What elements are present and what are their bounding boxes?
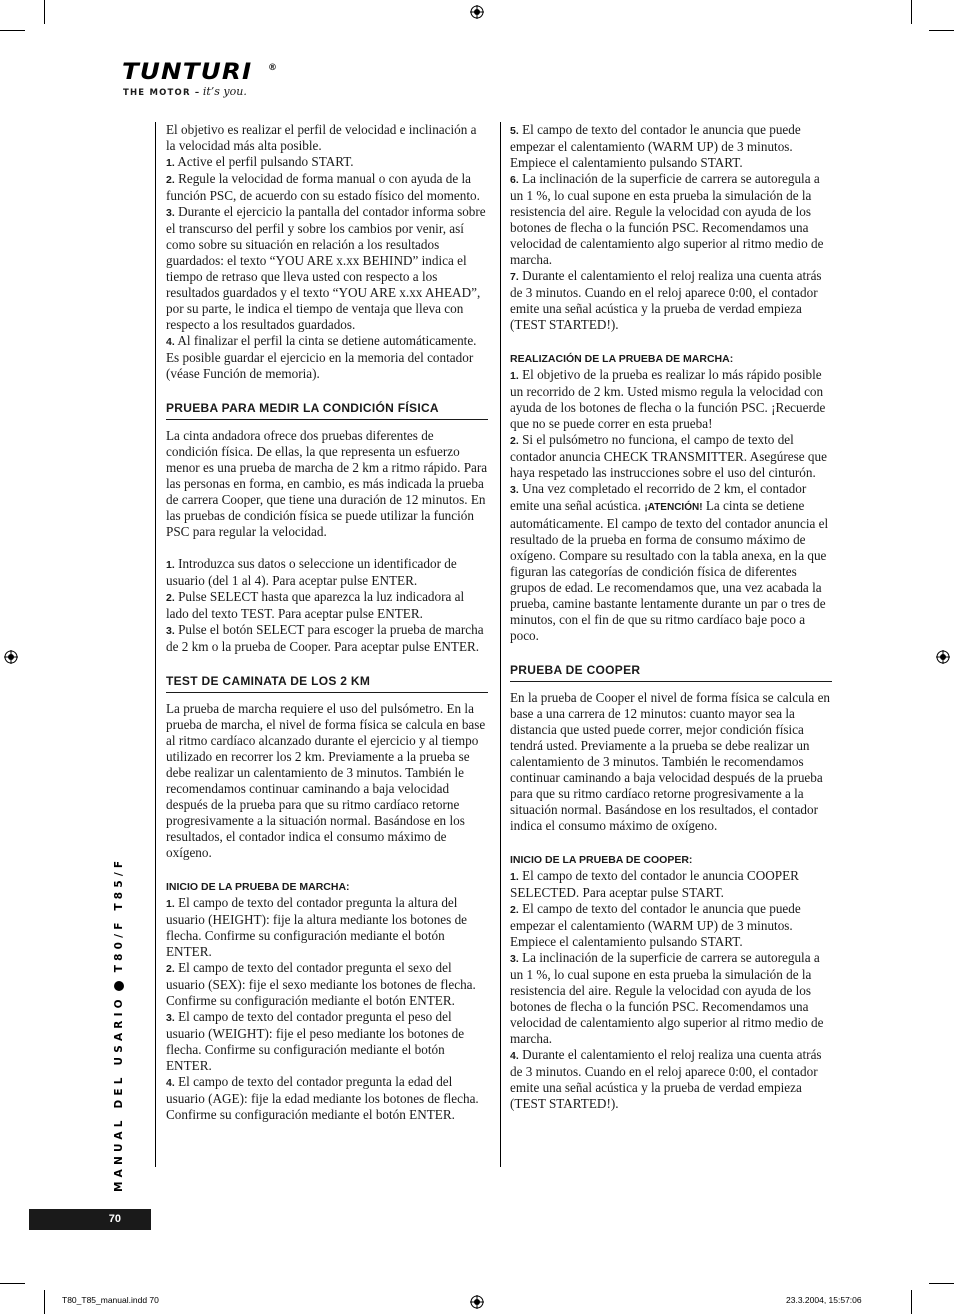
intro-paragraph: El objetivo es realizar el perfil de velocidad e inclinación a la velocidad más alta posible. [166,122,477,153]
list-item: 4. El campo de texto del contador pregunta la edad del usuario (AGE): fije la edad mediante los botones de flecha. Confirme su configuración mediante el botón ENTER. [166,1074,479,1122]
crop-mark [911,0,912,24]
walk-paragraph: La prueba de marcha requiere el uso del pulsómetro. En la prueba de marcha, el nivel de forma física se calcula en base al ritmo cardíaco alcanzado durante el ejercicio y al tiempo utilizado en recorrer los 2 km. Previamente a la prueba se debe realizar un calentamiento de 3 minutos. También le recomendamos continuar caminando a baja velocidad después de la prueba para que su ritmo cardíaco retorne progresivamente a la situación normal. Basándose en los resultados, el contador indica el consumo máximo de oxígeno. [166,701,486,860]
list-item: 1. El campo de texto del contador pregunta la altura del usuario (HEIGHT): fije la altura mediante los botones de flecha. Confirme su configuración mediante el botón ENTER. [166,895,468,959]
logo-text: TUNTURI [122,60,253,85]
list-item: 1. Active el perfil pulsando START. [166,154,354,169]
list-item: 5. El campo de texto del contador le anuncia que puede empezar el calentamiento (WARM UP) de 3 minutos. Empiece el calentamiento pulsando START. [510,122,801,170]
crop-mark [44,1290,45,1314]
list-item: 4. Durante el calentamiento el reloj realiza una cuenta atrás de 3 minutos. Cuando en el reloj aparece 0:00, el contador emite una señal acústica y la prueba de verdad empieza (TEST STARTED!). [510,1047,822,1111]
crop-mark [929,1283,954,1284]
list-item: 3. Pulse el botón SELECT para escoger la prueba de marcha de 2 km o la prueba de Cooper. Para aceptar pulse ENTER. [166,622,484,654]
right-column [510,122,832,1112]
crop-mark [0,1283,25,1284]
footer-file: T80_T85_manual.indd 70 [62,1295,159,1305]
list-item: 1. El campo de texto del contador le anuncia COOPER SELECTED. Para aceptar pulse START. [510,868,799,900]
list-item: 3. La inclinación de la superficie de carrera se autoregula a un 1 %, lo cual supone en esta prueba la simulación de la resistencia del aire. Regule la velocidad con ayuda de los botones de flecha o la función PSC. Recomendamos una velocidad de calentamiento algo superior al ritmo medio de marcha. [510,950,824,1046]
attention-label: ¡ATENCIÓN! [644,502,703,513]
section-heading-cooper: PRUEBA DE COOPER [510,662,832,682]
crop-mark [0,30,25,31]
registration-mark-icon [470,1295,484,1309]
tagline-motor: THE MOTOR – [123,88,201,98]
list-item: 4. Al finalizar el perfil la cinta se detiene automáticamente. Es posible guardar el ejercicio en la memoria del contador (véase Función de memoria). [166,333,477,381]
list-item: 1. Introduzca sus datos o seleccione un identificador de usuario (del 1 al 4). Para aceptar pulse ENTER. [166,556,457,588]
list-item: 6. La inclinación de la superficie de carrera se autoregula a un 1 %, lo cual supone en esta prueba la simulación de la resistencia del aire. Regule la velocidad con ayuda de los botones de flecha o la función PSC. Recomendamos una velocidad de calentamiento algo superior al ritmo medio de marcha. [510,171,824,267]
list-item: 3. El campo de texto del contador pregunta el peso del usuario (WEIGHT): fije el peso mediante los botones de flecha. Confirme su configuración mediante el botón ENTER. [166,1009,465,1073]
subheading-walk-exec: REALIZACIÓN DE LA PRUEBA DE MARCHA: [510,353,734,365]
list-item: 2. El campo de texto del contador le anuncia que puede empezar el calentamiento (WARM UP) de 3 minutos. Empiece el calentamiento pulsando START. [510,901,801,949]
column-divider-middle [500,122,501,1167]
subheading-walk-start: INICIO DE LA PRUEBA DE MARCHA: [166,881,350,893]
list-item: 2. Si el pulsómetro no funciona, el campo de texto del contador anuncia CHECK TRANSMITTER. Asegúrese que haya respetado las instrucciones sobre el uso del cinturón. [510,432,827,480]
side-label [113,857,125,1192]
crop-mark [929,30,954,31]
registration-mark-icon [936,650,950,664]
bullet-dot-icon [114,981,124,991]
crop-mark [44,0,45,24]
tagline [123,86,247,99]
list-item: 2. Regule la velocidad de forma manual o con ayuda de la función PSC, de acuerdo con su estado físico del momento. [166,171,480,203]
column-divider-left [155,122,156,1167]
list-item: 2. El campo de texto del contador pregunta el sexo del usuario (SEX): fije el sexo mediante los botones de flecha. Confirme su configuración mediante el botón ENTER. [166,960,476,1008]
list-item: 3. Durante el ejercicio la pantalla del contador informa sobre el transcurso del perfil y sobre los cambios por venir, así como sobre su situación en relación a los resultados guardados: el texto “YOU ARE x.xx BEHIND” indica el tiempo de retraso que lleva usted con respecto a los resultados guardados y el texto “YOU ARE x.xx AHEAD”, por su parte, le indica el tiempo de ventaja que lleva con respecto a los resultados guardados. [166,204,486,332]
footer-datetime: 23.3.2004, 15:57:06 [786,1295,862,1305]
manual-label: MANUAL DEL USARIO [113,995,125,1192]
crop-mark [911,1290,912,1314]
model-label: T80/F T85/F [113,856,125,973]
registration-mark-icon [470,5,484,19]
list-item: 1. El objetivo de la prueba es realizar lo más rápido posible un recorrido de 2 km. Usted mismo regula la velocidad con ayuda de los botones de flecha o la función PSC. ¡Recuerde que no se puede correr en esta prueba! [510,367,826,431]
section-heading-fitness: PRUEBA PARA MEDIR LA CONDICIÓN FÍSICA [166,400,488,420]
cooper-paragraph: En la prueba de Cooper el nivel de forma física se calcula en base a una carrera de 12 minutos: cuanto mayor sea la distancia que usted puede correr, mejor condición física tendrá usted. Previamente a la prueba se debe realizar un calentamiento de 3 minutos. También le recomendamos continuar caminando a baja velocidad después de la prueba para que su ritmo cardíaco retorne progresivamente a la situación normal. Basándose en los resultados, el contador indica el consumo máximo de oxígeno. [510,690,831,833]
registered-mark: ® [268,63,277,73]
section-heading-walk: TEST DE CAMINATA DE LOS 2 KM [166,673,488,693]
registration-mark-icon [4,650,18,664]
list-item: 7. Durante el calentamiento el reloj realiza una cuenta atrás de 3 minutos. Cuando en el reloj aparece 0:00, el contador emite una señal acústica y la prueba de verdad empieza (TEST STARTED!). [510,268,822,332]
page-number: 70 [29,1209,151,1230]
subheading-cooper-start: INICIO DE LA PRUEBA DE COOPER: [510,854,693,866]
left-column [166,122,488,1123]
list-item: 2. Pulse SELECT hasta que aparezca la luz indicadora al lado del texto TEST. Para aceptar pulse ENTER. [166,589,465,621]
brand-logo [122,62,282,102]
fitness-paragraph: La cinta andadora ofrece dos pruebas diferentes de condición física. De ellas, la que representa un esfuerzo menor es una prueba de marcha de 2 km a ritmo rápido. Para las personas en forma, en cambio, es más indicada la prueba de carrera Cooper, que tiene una duración de 12 minutos. En las pruebas de condición física se puede utilizar la función PSC para regular la velocidad. [166,428,488,539]
tagline-you: it’s you. [202,85,247,98]
list-item: 3. Una vez completado el recorrido de 2 km, el contador emite una señal acústica. ¡ATENCIÓN! La cinta se detiene automáticamente. El campo de texto del contador anuncia el resultado de la prueba en forma de consumo máximo de oxígeno. Compare su resultado con la tabla anexa, en la que figuran las categorías de condición física de diferentes grupos de edad. Le recomendamos que, una vez acabada la prueba, camine bastante lentamente durante un par o tres de minutos, con el fin de que su ritmo cardíaco baje poco a poco. [510,481,829,643]
